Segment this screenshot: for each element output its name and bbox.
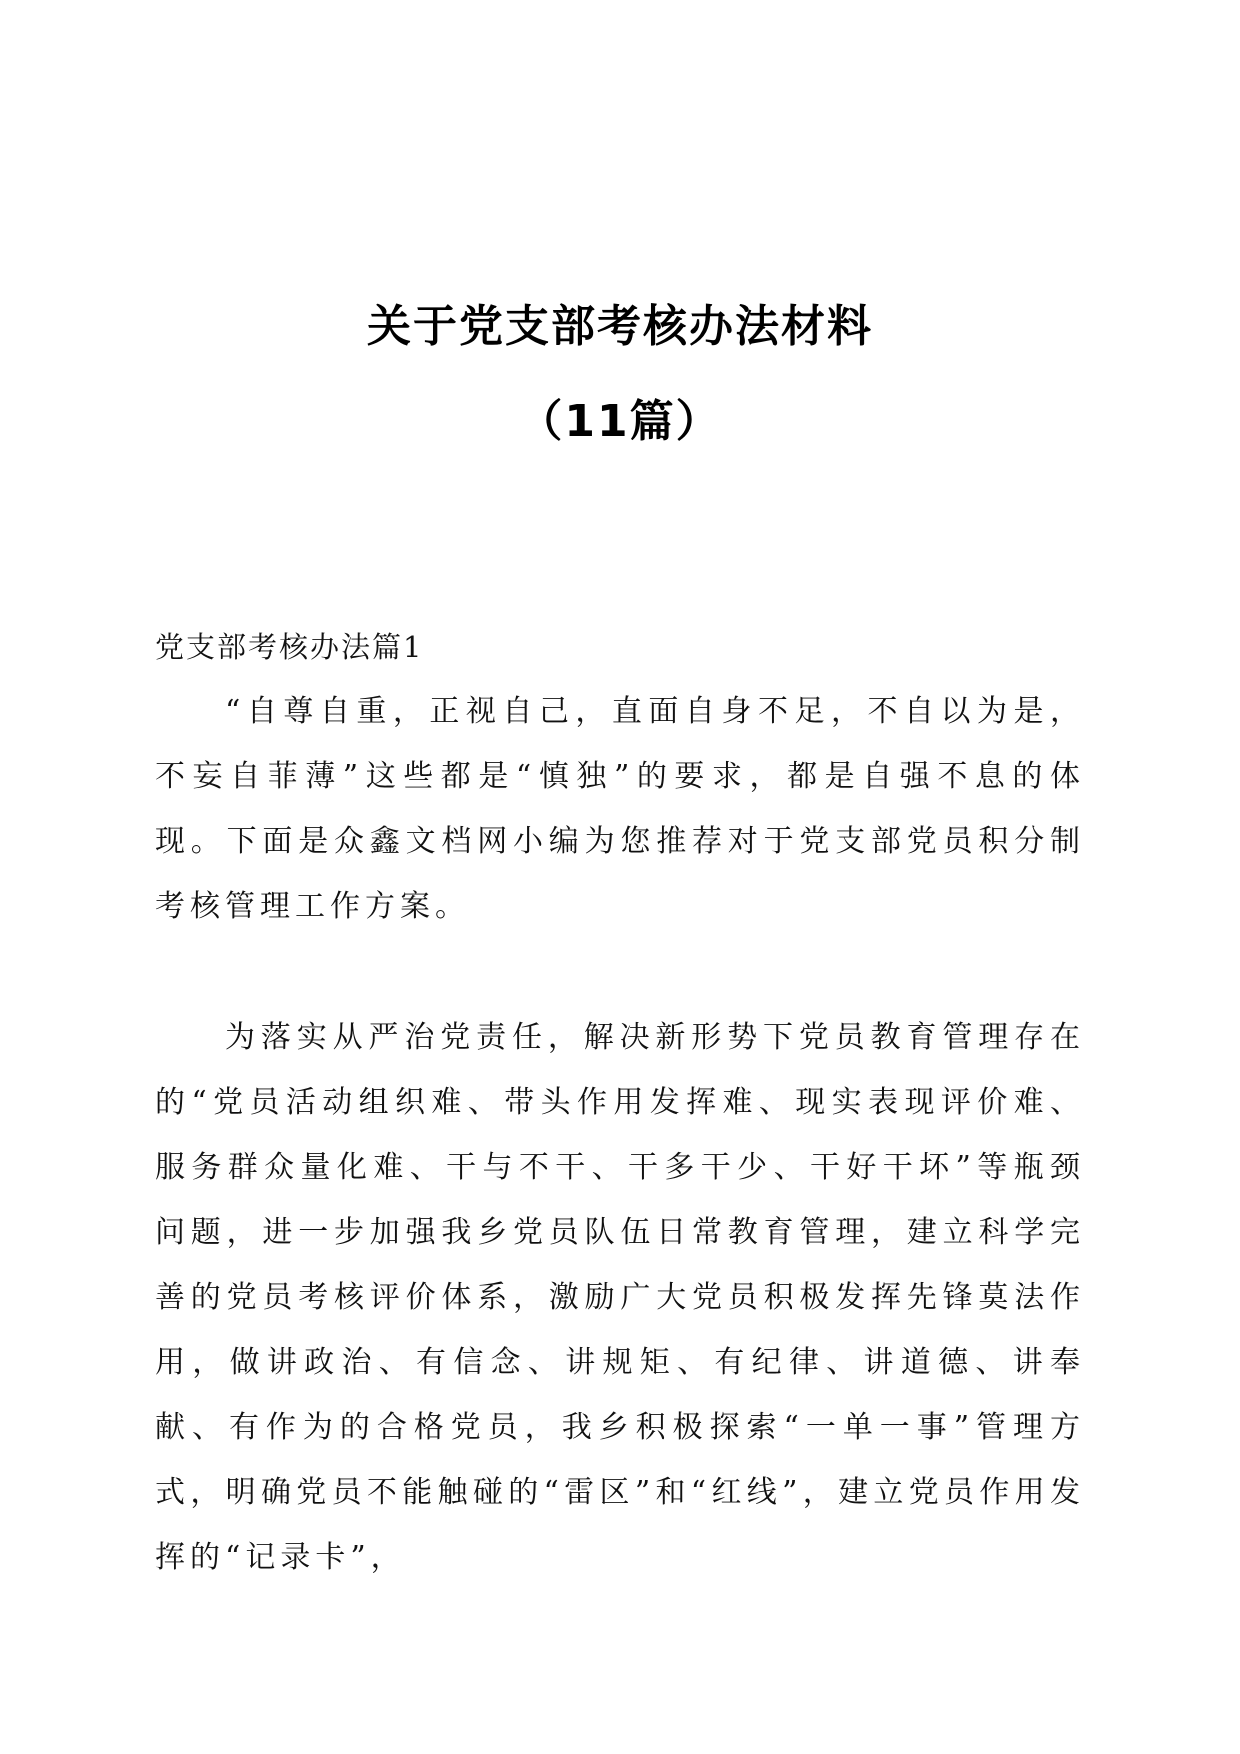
document-title: 关于党支部考核办法材料: [367, 301, 873, 352]
paragraph-2: 为落实从严治党责任，解决新形势下党员教育管理存在的“党员活动组织难、带头作用发挥难、现实表现评价难、服务群众量化难、干与不干、干多干少、干好干坏”等瓶颈问题，进一步加强我乡党员队伍日常教育管理，建立科学完善的党员考核评价体系，激励广大党员积极发挥先锋莫法作用，做讲政治、有信念、讲规矩、有纪律、讲道德、讲奉献、有作为的合格党员，我乡积极探索“一单一事”管理方式，明确党员不能触碰的“雷区”和“红线”，建立党员作用发挥的“记录卡”，: [155, 1020, 1085, 1575]
document-subtitle: （11篇）: [518, 396, 722, 447]
section-heading: 党支部考核办法篇1: [155, 630, 424, 664]
paragraph-1: “自尊自重，正视自己，直面自身不足，不自以为是，不妄自菲薄”这些都是“慎独”的要求，都是自强不息的体现。下面是众鑫文档网小编为您推荐对于党支部党员积分制考核管理工作方案。: [155, 694, 1085, 924]
